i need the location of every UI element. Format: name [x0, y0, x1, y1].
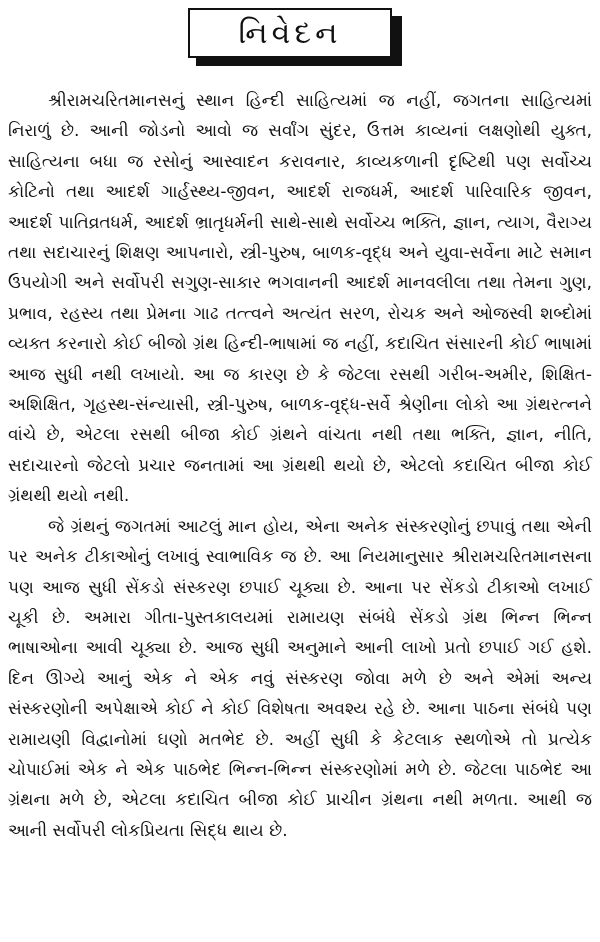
body-text — [8, 86, 592, 846]
page-title: નિવેદન — [188, 8, 392, 58]
title-frame — [188, 8, 406, 68]
paragraph-1: શ્રીરામચરિતમાનસનું સ્થાન હિન્દી સાહિત્યમાં જ નહીં, જગતના સાહિત્યમાં નિરાળું છે. આની જોડનો આવો જ સર્વાંગ સુંદર, ઉત્તમ કાવ્યનાં લક્ષણોથી યુક્ત, સાહિત્યના બધા જ રસોનું આસ્વાદન કરાવનાર, કાવ્યકળાની દૃષ્ટિથી પણ સર્વોચ્ચ કોટિનો તથા આદર્શ ગાર્હસ્થ્ય-જીવન, આદર્શ રાજધર્મ, આદર્શ પારિવારિક જીવન, આદર્શ પાતિવ્રતધર્મ, આદર્શ ભ્રાતૃધર્મની સાથે-સાથે સર્વોચ્ચ ભક્તિ, જ્ઞાન, ત્યાગ, વૈરાગ્ય તથા સદાચારનું શિક્ષણ આપનારો, સ્ત્રી-પુરુષ, બાળક-વૃદ્ધ અને યુવા-સર્વેના માટે સમાન ઉપયોગી અને સર્વોપરી સગુણ-સાકાર ભગવાનની આદર્શ માનવલીલા તથા તેમના ગુણ, પ્રભાવ, રહસ્ય તથા પ્રેમના ગાઢ તત્ત્વને અત્યંત સરળ, રોચક અને ઓજસ્વી શબ્દોમાં વ્યક્ત કરનારો કોઈ બીજો ગ્રંથ હિન્દી-ભાષામાં જ નહીં, કદાચિત સંસારની કોઈ ભાષામાં આજ સુધી નથી લખાયો. આ જ કારણ છે કે જેટલા રસથી ગરીબ-અમીર, શિક્ષિત-અશિક્ષિત, ગૃહસ્થ-સંન્યાસી, સ્ત્રી-પુરુષ, બાળક-વૃદ્ધ-સર્વે શ્રેણીના લોકો આ ગ્રંથરત્નને વાંચે છે, એટલા રસથી બીજા કોઈ ગ્રંથને વાંચતા નથી તથા ભક્તિ, જ્ઞાન, નીતિ, સદાચારનો જેટલો પ્રચાર જનતામાં આ ગ્રંથથી થયો છે, એટલો કદાચિત બીજા કોઈ ગ્રંથથી થયો નથી. — [8, 91, 592, 507]
paragraph-2: જે ગ્રંથનું જગતમાં આટલું માન હોય, એના અનેક સંસ્કરણોનું છપાવું તથા એની પર અનેક ટીકાઓનું લખાવું સ્વાભાવિક જ છે. આ નિયમાનુસાર શ્રીરામચરિતમાનસના પણ આજ સુધી સેંકડો સંસ્કરણ છપાઈ ચૂક્યા છે. આના પર સેંકડો ટીકાઓ લખાઈ ચૂકી છે. અમારા ગીતા-પુસ્તકાલયમાં રામાયણ સંબંધે સેંકડો ગ્રંથ ભિન્ન ભિન્ન ભાષાઓના આવી ચૂક્યા છે. આજ સુધી અનુમાને આની લાખો પ્રતો છપાઈ ગઈ હશે. દિન ઊગ્યે આનું એક ને એક નવું સંસ્કરણ જોવા મળે છે અને એમાં અન્ય સંસ્કરણોની અપેક્ષાએ કોઈ ને કોઈ વિશેષતા અવશ્ય રહે છે. આના પાઠના સંબંધે પણ રામાયણી વિદ્વાનોમાં ઘણો મતભેદ છે. અહીં સુધી કે કેટલાક સ્થળોએ તો પ્રત્યેક ચોપાઈમાં એક ને એક પાઠભેદ ભિન્ન-ભિન્ન સંસ્કરણોમાં મળે છે. જેટલા પાઠભેદ આ ગ્રંથના મળે છે, એટલા કદાચિત બીજા કોઈ પ્રાચીન ગ્રંથના નથી મળતા. આથી જ આની સર્વોપરી લોકપ્રિયતા સિદ્ધ થાય છે. — [8, 516, 592, 841]
